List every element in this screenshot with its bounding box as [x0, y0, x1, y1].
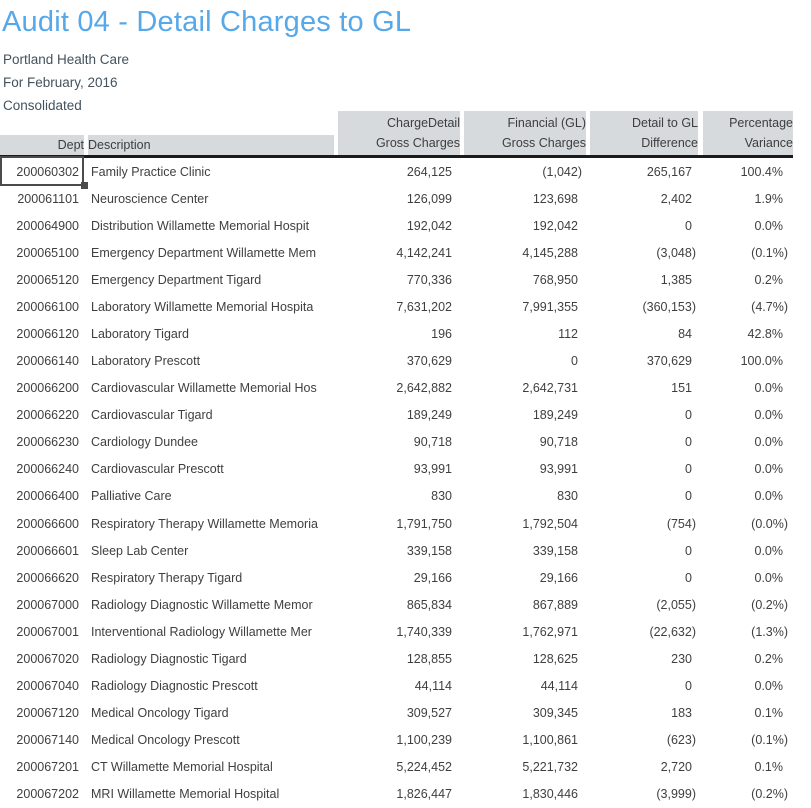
table-row [0, 700, 793, 727]
cell-percentage-variance[interactable]: 0.0% [754, 679, 783, 694]
cell-chargedetail-gross-charges[interactable]: 830 [431, 489, 452, 504]
cell-chargedetail-gross-charges[interactable]: 7,631,202 [396, 299, 452, 314]
cell-percentage-variance[interactable]: 0.0% [754, 462, 783, 477]
cell-percentage-variance[interactable]: 0.2% [754, 651, 783, 666]
cell-dept[interactable]: 200066620 [16, 570, 79, 585]
table-row [0, 293, 793, 320]
cell-financial-gl-gross-charges[interactable]: 128,625 [532, 651, 578, 666]
table-row [0, 429, 793, 456]
cell-chargedetail-gross-charges[interactable]: 1,100,239 [396, 733, 452, 748]
cell-detail-to-gl-difference[interactable]: 0 [685, 408, 692, 423]
cell-chargedetail-gross-charges[interactable]: 44,114 [414, 679, 452, 694]
cell-percentage-variance[interactable]: (0.2%) [751, 597, 788, 612]
cell-chargedetail-gross-charges[interactable]: 370,629 [406, 354, 452, 369]
cell-dept[interactable]: 200066240 [16, 462, 79, 477]
cell-dept[interactable]: 200067202 [16, 787, 79, 802]
column-header-detail-to-gl-difference[interactable]: Detail to GL Difference [590, 111, 698, 155]
cell-description[interactable]: Laboratory Willamette Memorial Hospita [91, 299, 314, 314]
column-header-chargedetail-gross-charges[interactable]: ChargeDetail Gross Charges [338, 111, 460, 155]
cell-detail-to-gl-difference[interactable]: 151 [671, 381, 692, 396]
cell-chargedetail-gross-charges[interactable]: 1,740,339 [396, 624, 452, 639]
cell-detail-to-gl-difference[interactable]: 84 [678, 327, 692, 341]
column-header-description[interactable]: Description [88, 135, 334, 155]
cell-chargedetail-gross-charges[interactable]: 1,791,750 [396, 516, 452, 531]
cell-detail-to-gl-difference[interactable]: 0 [685, 489, 692, 504]
table-row [0, 781, 793, 808]
table-row [0, 672, 793, 699]
cell-percentage-variance[interactable]: 42.8% [747, 327, 783, 341]
cell-description[interactable]: Respiratory Therapy Willamette Memoria [91, 516, 318, 531]
cell-financial-gl-gross-charges[interactable]: 29,166 [539, 570, 578, 585]
cell-chargedetail-gross-charges[interactable]: 126,099 [406, 191, 452, 206]
selection-fill-handle[interactable] [81, 182, 88, 189]
cell-detail-to-gl-difference[interactable]: 183 [671, 706, 692, 721]
table-body [0, 158, 793, 808]
table-row [0, 510, 793, 537]
cell-dept[interactable]: 200064900 [16, 218, 79, 233]
table-row [0, 537, 793, 564]
cell-percentage-variance[interactable]: 0.0% [754, 489, 783, 504]
cell-chargedetail-gross-charges[interactable]: 29,166 [413, 570, 452, 585]
cell-dept[interactable]: 200061101 [17, 191, 79, 206]
cell-chargedetail-gross-charges[interactable]: 264,125 [406, 164, 452, 179]
cell-dept[interactable]: 200066200 [16, 381, 79, 396]
cell-percentage-variance[interactable]: 0.2% [754, 272, 783, 287]
cell-detail-to-gl-difference[interactable]: 0 [685, 679, 692, 694]
cell-financial-gl-gross-charges[interactable]: 5,221,732 [522, 760, 578, 775]
cell-dept[interactable]: 200060302 [16, 164, 79, 179]
cell-financial-gl-gross-charges[interactable]: 2,642,731 [522, 381, 578, 396]
table-row [0, 212, 793, 239]
cell-dept[interactable]: 200066600 [16, 516, 79, 531]
cell-description[interactable]: Palliative Care [91, 489, 172, 504]
cell-financial-gl-gross-charges[interactable]: 123,698 [532, 191, 578, 206]
cell-dept[interactable]: 200066140 [16, 354, 79, 369]
cell-description[interactable]: Interventional Radiology Willamette Mer [91, 624, 312, 639]
cell-dept[interactable]: 200066220 [16, 408, 79, 423]
cell-financial-gl-gross-charges[interactable]: 1,830,446 [522, 787, 578, 802]
cell-chargedetail-gross-charges[interactable]: 93,991 [413, 462, 452, 477]
cell-dept[interactable]: 200067201 [16, 760, 79, 775]
cell-description[interactable]: Distribution Willamette Memorial Hospit [91, 218, 310, 233]
cell-chargedetail-gross-charges[interactable]: 865,834 [406, 597, 452, 612]
subtitle-company: Portland Health Care [3, 52, 130, 67]
cell-description[interactable]: Medical Oncology Tigard [91, 706, 229, 721]
cell-dept[interactable]: 200067020 [16, 651, 79, 666]
cell-detail-to-gl-difference[interactable]: 0 [685, 543, 692, 558]
table-row [0, 266, 793, 293]
cell-detail-to-gl-difference[interactable]: 2,720 [660, 760, 692, 775]
cell-chargedetail-gross-charges[interactable]: 189,249 [406, 408, 452, 423]
cell-financial-gl-gross-charges[interactable]: (1,042) [542, 164, 582, 179]
cell-chargedetail-gross-charges[interactable]: 309,527 [406, 706, 452, 721]
cell-financial-gl-gross-charges[interactable]: 192,042 [532, 218, 578, 233]
cell-chargedetail-gross-charges[interactable]: 196 [431, 327, 452, 341]
cell-description[interactable]: Medical Oncology Prescott [91, 733, 240, 748]
table-row [0, 320, 793, 347]
cell-percentage-variance[interactable]: (0.1%) [751, 733, 788, 748]
cell-financial-gl-gross-charges[interactable]: 339,158 [532, 543, 578, 558]
cell-percentage-variance[interactable]: (0.0%) [751, 516, 788, 531]
cell-description[interactable]: Emergency Department Willamette Mem [91, 245, 317, 260]
table-row [0, 618, 793, 645]
cell-description[interactable]: CT Willamette Memorial Hospital [91, 760, 273, 775]
cell-percentage-variance[interactable]: 1.9% [754, 191, 783, 206]
cell-detail-to-gl-difference[interactable]: (22,632) [649, 624, 696, 639]
cell-financial-gl-gross-charges[interactable]: 1,762,971 [522, 624, 578, 639]
cell-detail-to-gl-difference[interactable]: 2,402 [660, 191, 692, 206]
table-row [0, 348, 793, 375]
cell-percentage-variance[interactable]: (0.1%) [751, 245, 788, 260]
cell-detail-to-gl-difference[interactable]: (623) [666, 733, 696, 748]
cell-financial-gl-gross-charges[interactable]: 44,114 [540, 679, 578, 694]
cell-financial-gl-gross-charges[interactable]: 1,100,861 [522, 733, 578, 748]
cell-description[interactable]: Laboratory Tigard [91, 327, 189, 341]
cell-percentage-variance[interactable]: 0.1% [754, 760, 783, 775]
table-row [0, 727, 793, 754]
cell-percentage-variance[interactable]: 100.4% [740, 164, 783, 179]
cell-description[interactable]: Radiology Diagnostic Prescott [91, 679, 258, 694]
table-row [0, 564, 793, 591]
cell-chargedetail-gross-charges[interactable]: 5,224,452 [396, 760, 452, 775]
cell-chargedetail-gross-charges[interactable]: 4,142,241 [396, 245, 452, 260]
cell-dept[interactable]: 200065120 [16, 272, 79, 287]
cell-dept[interactable]: 200066230 [16, 435, 79, 450]
subtitle-scope: Consolidated [3, 98, 82, 113]
table-row [0, 754, 793, 781]
table-row [0, 375, 793, 402]
cell-description[interactable]: Emergency Department Tigard [91, 272, 262, 287]
cell-financial-gl-gross-charges[interactable]: 867,889 [532, 597, 578, 612]
cell-chargedetail-gross-charges[interactable]: 90,718 [413, 435, 452, 450]
cell-dept[interactable]: 200066601 [16, 543, 79, 558]
cell-description[interactable]: Cardiovascular Tigard [91, 408, 213, 423]
cell-description[interactable]: Respiratory Therapy Tigard [91, 570, 243, 585]
cell-chargedetail-gross-charges[interactable]: 1,826,447 [396, 787, 452, 802]
page-title: Audit 04 - Detail Charges to GL [2, 6, 412, 38]
cell-detail-to-gl-difference[interactable]: 265,167 [646, 164, 692, 179]
cell-detail-to-gl-difference[interactable]: (3,048) [656, 245, 696, 260]
cell-dept[interactable]: 200066100 [16, 299, 79, 314]
cell-financial-gl-gross-charges[interactable]: 90,718 [539, 435, 578, 450]
cell-description[interactable]: MRI Willamette Memorial Hospital [91, 787, 280, 802]
cell-financial-gl-gross-charges[interactable]: 93,991 [539, 462, 578, 477]
table-row [0, 591, 793, 618]
cell-description[interactable]: Radiology Diagnostic Tigard [91, 651, 247, 666]
table-row [0, 185, 793, 212]
cell-financial-gl-gross-charges[interactable]: 0 [571, 354, 578, 369]
cell-financial-gl-gross-charges[interactable]: 1,792,504 [522, 516, 578, 531]
cell-dept[interactable]: 200065100 [16, 245, 79, 260]
cell-description[interactable]: Sleep Lab Center [91, 543, 189, 558]
cell-dept[interactable]: 200067140 [16, 733, 79, 748]
table-header-row [0, 111, 793, 155]
cell-detail-to-gl-difference[interactable]: (754) [666, 516, 696, 531]
cell-financial-gl-gross-charges[interactable]: 7,991,355 [522, 299, 578, 314]
cell-percentage-variance[interactable]: 0.0% [754, 408, 783, 423]
cell-financial-gl-gross-charges[interactable]: 4,145,288 [522, 245, 578, 260]
cell-percentage-variance[interactable]: 0.0% [754, 570, 783, 585]
cell-dept[interactable]: 200066400 [16, 489, 79, 504]
cell-financial-gl-gross-charges[interactable]: 830 [557, 489, 578, 504]
cell-detail-to-gl-difference[interactable]: 0 [685, 435, 692, 450]
cell-chargedetail-gross-charges[interactable]: 770,336 [406, 272, 452, 287]
cell-percentage-variance[interactable]: 0.1% [754, 706, 783, 721]
column-header-percentage-variance[interactable]: Percentage Variance [703, 111, 793, 155]
cell-percentage-variance[interactable]: 0.0% [754, 543, 783, 558]
table-row [0, 483, 793, 510]
cell-detail-to-gl-difference[interactable]: 0 [685, 570, 692, 585]
cell-detail-to-gl-difference[interactable]: (360,153) [642, 299, 696, 314]
cell-chargedetail-gross-charges[interactable]: 128,855 [406, 651, 452, 666]
cell-financial-gl-gross-charges[interactable]: 768,950 [532, 272, 578, 287]
cell-description[interactable]: Cardiovascular Willamette Memorial Hos [91, 381, 317, 396]
report-subtitles [3, 48, 129, 117]
table-row [0, 402, 793, 429]
cell-dept[interactable]: 200067001 [16, 624, 79, 639]
cell-detail-to-gl-difference[interactable]: (3,999) [656, 787, 696, 802]
cell-chargedetail-gross-charges[interactable]: 339,158 [406, 543, 452, 558]
cell-description[interactable]: Family Practice Clinic [91, 164, 211, 179]
cell-chargedetail-gross-charges[interactable]: 192,042 [406, 218, 452, 233]
cell-dept[interactable]: 200067120 [16, 706, 79, 721]
column-header-financial-gl-gross-charges[interactable]: Financial (GL) Gross Charges [464, 111, 586, 155]
cell-dept[interactable]: 200067040 [16, 679, 79, 694]
cell-percentage-variance[interactable]: 0.0% [754, 381, 783, 396]
cell-detail-to-gl-difference[interactable]: 0 [685, 462, 692, 477]
cell-description[interactable]: Cardiology Dundee [91, 435, 199, 450]
cell-percentage-variance[interactable]: 0.0% [754, 435, 783, 450]
table-row [0, 158, 793, 185]
table-row [0, 239, 793, 266]
table-row [0, 456, 793, 483]
cell-percentage-variance[interactable]: (0.2%) [751, 787, 788, 802]
cell-chargedetail-gross-charges[interactable]: 2,642,882 [396, 381, 452, 396]
cell-dept[interactable]: 200066120 [16, 327, 79, 341]
cell-detail-to-gl-difference[interactable]: 370,629 [646, 354, 692, 369]
cell-percentage-variance[interactable]: (4.7%) [751, 299, 788, 314]
cell-percentage-variance[interactable]: 100.0% [740, 354, 783, 369]
cell-dept[interactable]: 200067000 [16, 597, 79, 612]
subtitle-period: For February, 2016 [3, 75, 118, 90]
cell-percentage-variance[interactable]: 0.0% [754, 218, 783, 233]
cell-financial-gl-gross-charges[interactable]: 112 [558, 327, 578, 341]
cell-description[interactable]: Cardiovascular Prescott [91, 462, 224, 477]
cell-detail-to-gl-difference[interactable]: 1,385 [660, 272, 692, 287]
cell-description[interactable]: Radiology Diagnostic Willamette Memor [91, 597, 313, 612]
cell-description[interactable]: Neuroscience Center [91, 191, 209, 206]
cell-financial-gl-gross-charges[interactable]: 309,345 [532, 706, 578, 721]
cell-percentage-variance[interactable]: (1.3%) [751, 624, 788, 639]
cell-detail-to-gl-difference[interactable]: 0 [685, 218, 692, 233]
report-table [0, 111, 793, 808]
cell-description[interactable]: Laboratory Prescott [91, 354, 201, 369]
table-row [0, 645, 793, 672]
cell-detail-to-gl-difference[interactable]: (2,055) [656, 597, 696, 612]
cell-detail-to-gl-difference[interactable]: 230 [671, 651, 692, 666]
cell-financial-gl-gross-charges[interactable]: 189,249 [532, 408, 578, 423]
column-header-dept[interactable]: Dept [0, 135, 84, 155]
